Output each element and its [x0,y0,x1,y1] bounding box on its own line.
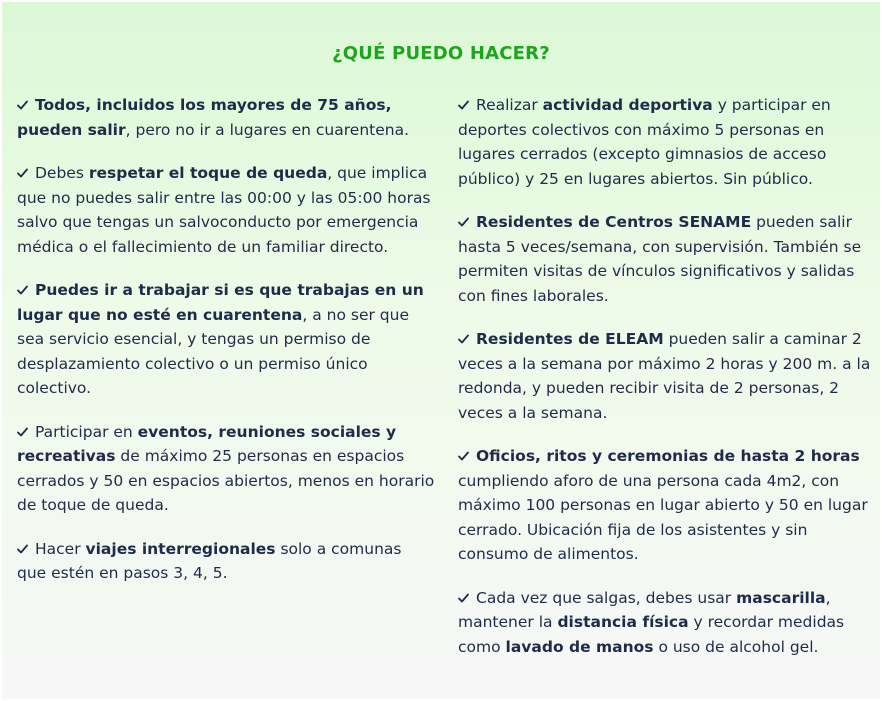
left-column [17,93,435,605]
item-text: , pero no ir a lugares en cuarentena. [125,120,409,139]
item-emphasis: respetar el toque de queda [88,164,328,182]
list-item [458,210,872,308]
item-text: Cada vez que salgas, debes usar [476,588,737,607]
item-text: Debes [35,164,89,182]
check-icon [17,543,28,555]
check-icon [458,450,469,462]
item-emphasis: distancia física [557,613,689,631]
item-text: Hacer [35,539,86,558]
item-emphasis: actividad deportiva [542,96,713,114]
list-item [458,586,872,660]
item-text: , mantener la [458,588,831,631]
item-emphasis: eventos, reuniones sociales y recreativas [17,422,397,465]
list-item [17,420,435,518]
item-emphasis: lavado de manos [505,637,654,656]
check-icon [458,99,469,111]
list-item [17,278,435,401]
item-text: y recordar medidas como [458,613,845,656]
list-item [17,537,435,586]
item-text: , que implica que no puedes salir entre las 00:00 y las 05:00 horas salvo que tengas un salvoconducto por emergencia médica o el fallecimiento de un familiar directo. [17,164,431,256]
item-emphasis: mascarilla [736,588,826,607]
page-title: ¿QUÉ PUEDO HACER? [332,43,550,64]
item-text: y participar en deportes colectivos con máximo 5 personas en lugares cerrados (excepto gimnasios de acceso público) y 25 en lugares abiertos. Sin público. [458,96,831,188]
list-item [458,93,872,191]
item-text: solo a comunas que estén en pasos 3, 4, 5. [17,539,402,582]
check-icon [458,333,469,345]
item-emphasis: Todos, incluidos los mayores de 75 años, pueden salir [17,96,392,139]
item-emphasis: Residentes de ELEAM [476,330,664,348]
item-text: pueden salir a caminar 2 veces a la semana por máximo 2 horas y 200 m. a la redonda, y pueden recibir visita de 2 personas, 2 veces a la semana. [458,330,871,422]
item-text: pueden salir hasta 5 veces/semana, con supervisión. También se permiten visitas de vínculos significativos y salidas con fines laborales. [458,213,862,305]
check-icon [458,216,469,228]
item-text: o uso de alcohol gel. [653,637,819,656]
item-text: Participar en [35,422,138,441]
item-text: cumpliendo aforo de una persona cada 4m2, con máximo 100 personas en lugar abierto y 50 en lugar cerrado. Ubicación fija de los asistentes y sin consumo de alimentos. [458,471,868,563]
item-emphasis: viajes interregionales [85,539,276,558]
list-item [17,161,435,259]
check-icon [17,167,28,179]
check-icon [17,99,28,111]
info-card [2,2,880,699]
check-icon [458,592,469,604]
item-text: de máximo 25 personas en espacios cerrados y 50 en espacios abiertos, menos en horario de toque de queda. [17,447,435,514]
list-item [458,327,872,425]
item-emphasis: Oficios, ritos y ceremonias de hasta 2 horas [476,447,860,465]
item-emphasis: Puedes ir a trabajar si es que trabajas en un lugar que no esté en cuarentena [17,281,424,324]
check-icon [17,284,28,296]
list-item [458,444,872,567]
item-text: Realizar [476,96,543,114]
item-text: , a no ser que sea servicio esencial, y tengas un permiso de desplazamiento colectivo o un permiso único colectivo. [17,305,409,397]
right-column [458,93,872,678]
list-item [17,93,435,142]
check-icon [17,426,28,438]
item-emphasis: Residentes de Centros SENAME [476,213,752,231]
